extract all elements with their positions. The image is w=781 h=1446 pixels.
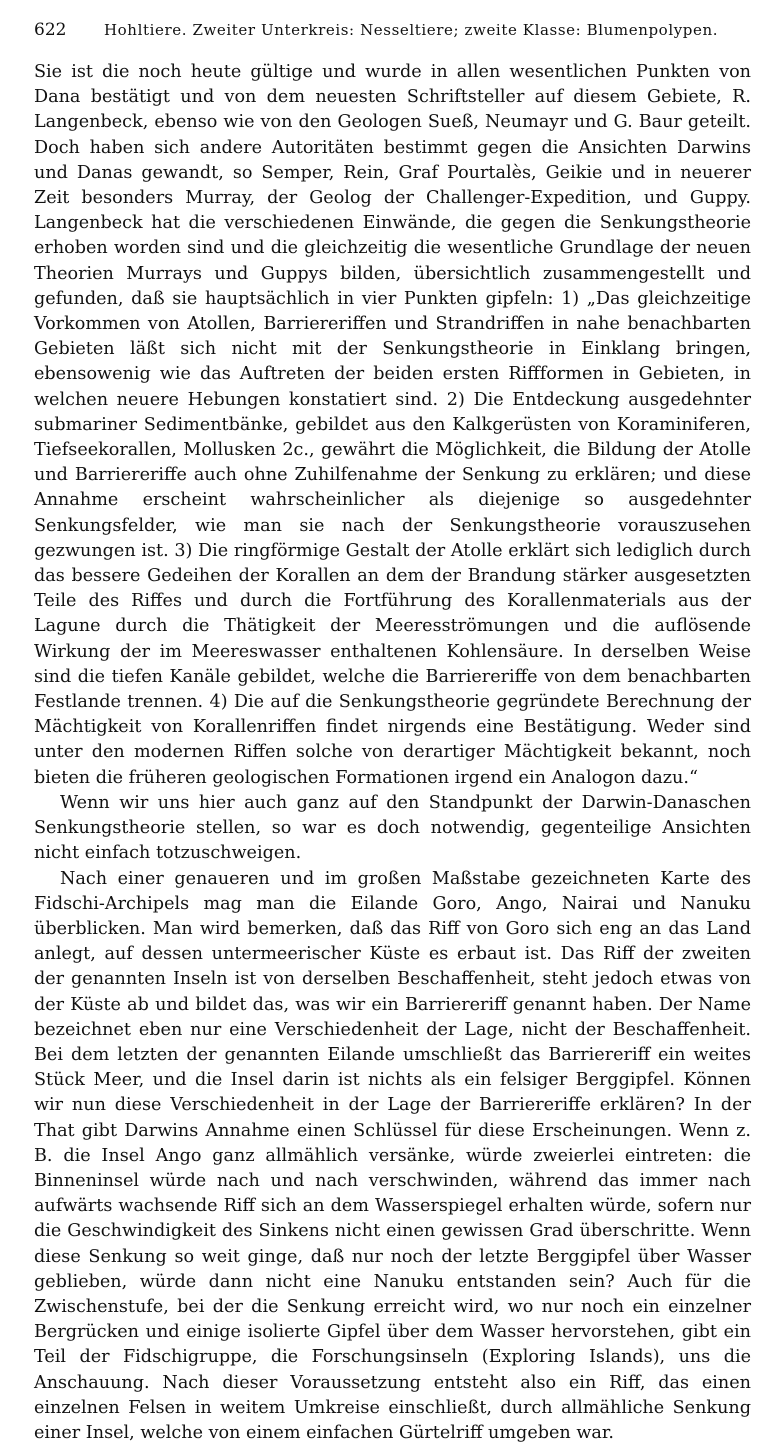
running-head: Hohltiere. Zweiter Unterkreis: Nesseltiere; zweite Klasse: Blumenpolypen. <box>104 21 751 39</box>
paragraph-1: Sie ist die noch heute gültige und wurde in allen wesentlichen Punkten von Dana bestätigt und von dem neuesten Schriftsteller auf diesem Gebiete, R. Langenbeck, ebenso wie von den Geologen Sueß, Neumayr und G. Baur geteilt. Doch haben sich andere Autoritäten bestimmt gegen die Ansichten Darwins und Danas gewandt, so Semper, Rein, Graf Pourtalès, Geikie und in neuerer Zeit besonders Murray, der Geolog der Challenger-Expedition, und Guppy. Langenbeck hat die verschiedenen Einwände, die gegen die Senkungstheorie erhoben worden sind und die gleichzeitig die wesentliche Grundlage der neuen Theorien Murrays und Guppys bilden, übersichtlich zusammengestellt und gefunden, daß sie hauptsächlich in vier Punkten gipfeln: 1) „Das gleichzeitige Vorkommen von Atollen, Barriereriffen und Strandriffen in nahe benachbarten Gebieten läßt sich nicht mit der Senkungstheorie in Einklang bringen, ebensowenig wie das Auftreten der beiden ersten Riffformen in Gebieten, in welchen neuere Hebungen konstatiert sind. 2) Die Entdeckung ausgedehnter submariner Sedimentbänke, gebildet aus den Kalkgerüsten von Koraminiferen, Tiefseekorallen, Mollusken 2c., gewährt die Möglichkeit, die Bildung der Atolle und Barriereriffe auch ohne Zuhilfenahme der Senkung zu erklären; und diese Annahme erscheint wahrscheinlicher als diejenige so ausgedehnter Senkungsfelder, wie man sie nach der Senkungstheorie vorauszusehen gezwungen ist. 3) Die ringförmige Gestalt der Atolle erklärt sich lediglich durch das bessere Gedeihen der Korallen an dem der Brandung stärker ausgesetzten Teile des Riffes und durch die Fortführung des Korallenmaterials aus der Lagune durch die Thätigkeit der Meeresströmungen und die auflösende Wirkung der im Meereswasser enthaltenen Kohlensäure. In derselben Weise sind die tiefen Kanäle gebildet, welche die Barriereriffe von dem benachbarten Festlande trennen. 4) Die auf die Senkungstheorie gegründete Berechnung der Mächtigkeit von Korallenriffen findet nirgends eine Bestätigung. Weder sind unter den modernen Riffen solche von derartiger Mächtigkeit bekannt, noch bieten die früheren geologischen Formationen irgend ein Analogon dazu.“ <box>34 60 751 791</box>
paragraph-2: Wenn wir uns hier auch ganz auf den Standpunkt der Darwin-Danaschen Senkungstheorie stellen, so war es doch notwendig, gegenteilige Ansichten nicht einfach totzuschweigen. <box>34 791 751 867</box>
paragraph-3: Nach einer genaueren und im großen Maßstabe gezeichneten Karte des Fidschi-Archipels mag man die Eilande Goro, Ango, Nairai und Nanuku überblicken. Man wird bemerken, daß das Riff von Goro sich eng an das Land anlegt, auf dessen untermeerischer Küste es erbaut ist. Das Riff der zweiten der genannten Inseln ist von derselben Beschaffenheit, steht jedoch etwas von der Küste ab und bildet das, was wir ein Barriereriff genannt haben. Der Name bezeichnet eben nur eine Verschiedenheit der Lage, nicht der Beschaffenheit. Bei dem letzten der genannten Eilande umschließt das Barriereriff ein weites Stück Meer, und die Insel darin ist nichts als ein felsiger Berggipfel. Können wir nun diese Verschiedenheit in der Lage der Barriereriffe erklären? In der That gibt Darwins Annahme einen Schlüssel für diese Erscheinungen. Wenn z. B. die Insel Ango ganz allmählich versänke, würde zweierlei eintreten: die Binneninsel würde nach und nach verschwinden, während das immer nach aufwärts wachsende Riff sich an dem Wasserspiegel erhalten würde, sofern nur die Geschwindigkeit des Sinkens nicht einen gewissen Grad überschritte. Wenn diese Senkung so weit ginge, daß nur noch der letzte Berggipfel über Wasser geblieben, würde dann nicht eine Nanuku entstanden sein? Auch für die Zwischenstufe, bei der die Senkung erreicht wird, wo nur noch ein einzelner Bergrücken und einige isolierte Gipfel über dem Wasser hervorstehen, gibt ein Teil der Fidschigruppe, die Forschungsinseln (Exploring Islands), uns die Anschauung. Nach dieser Voraussetzung entsteht also ein Riff, das einen einzelnen Felsen in weitem Umkreise einschließt, durch allmähliche Senkung einer Insel, welche von einem einfachen Gürtelriff umgeben war. <box>34 867 751 1446</box>
page-number: 622 <box>34 20 104 40</box>
body-text <box>34 60 751 1446</box>
page-header <box>34 20 751 50</box>
